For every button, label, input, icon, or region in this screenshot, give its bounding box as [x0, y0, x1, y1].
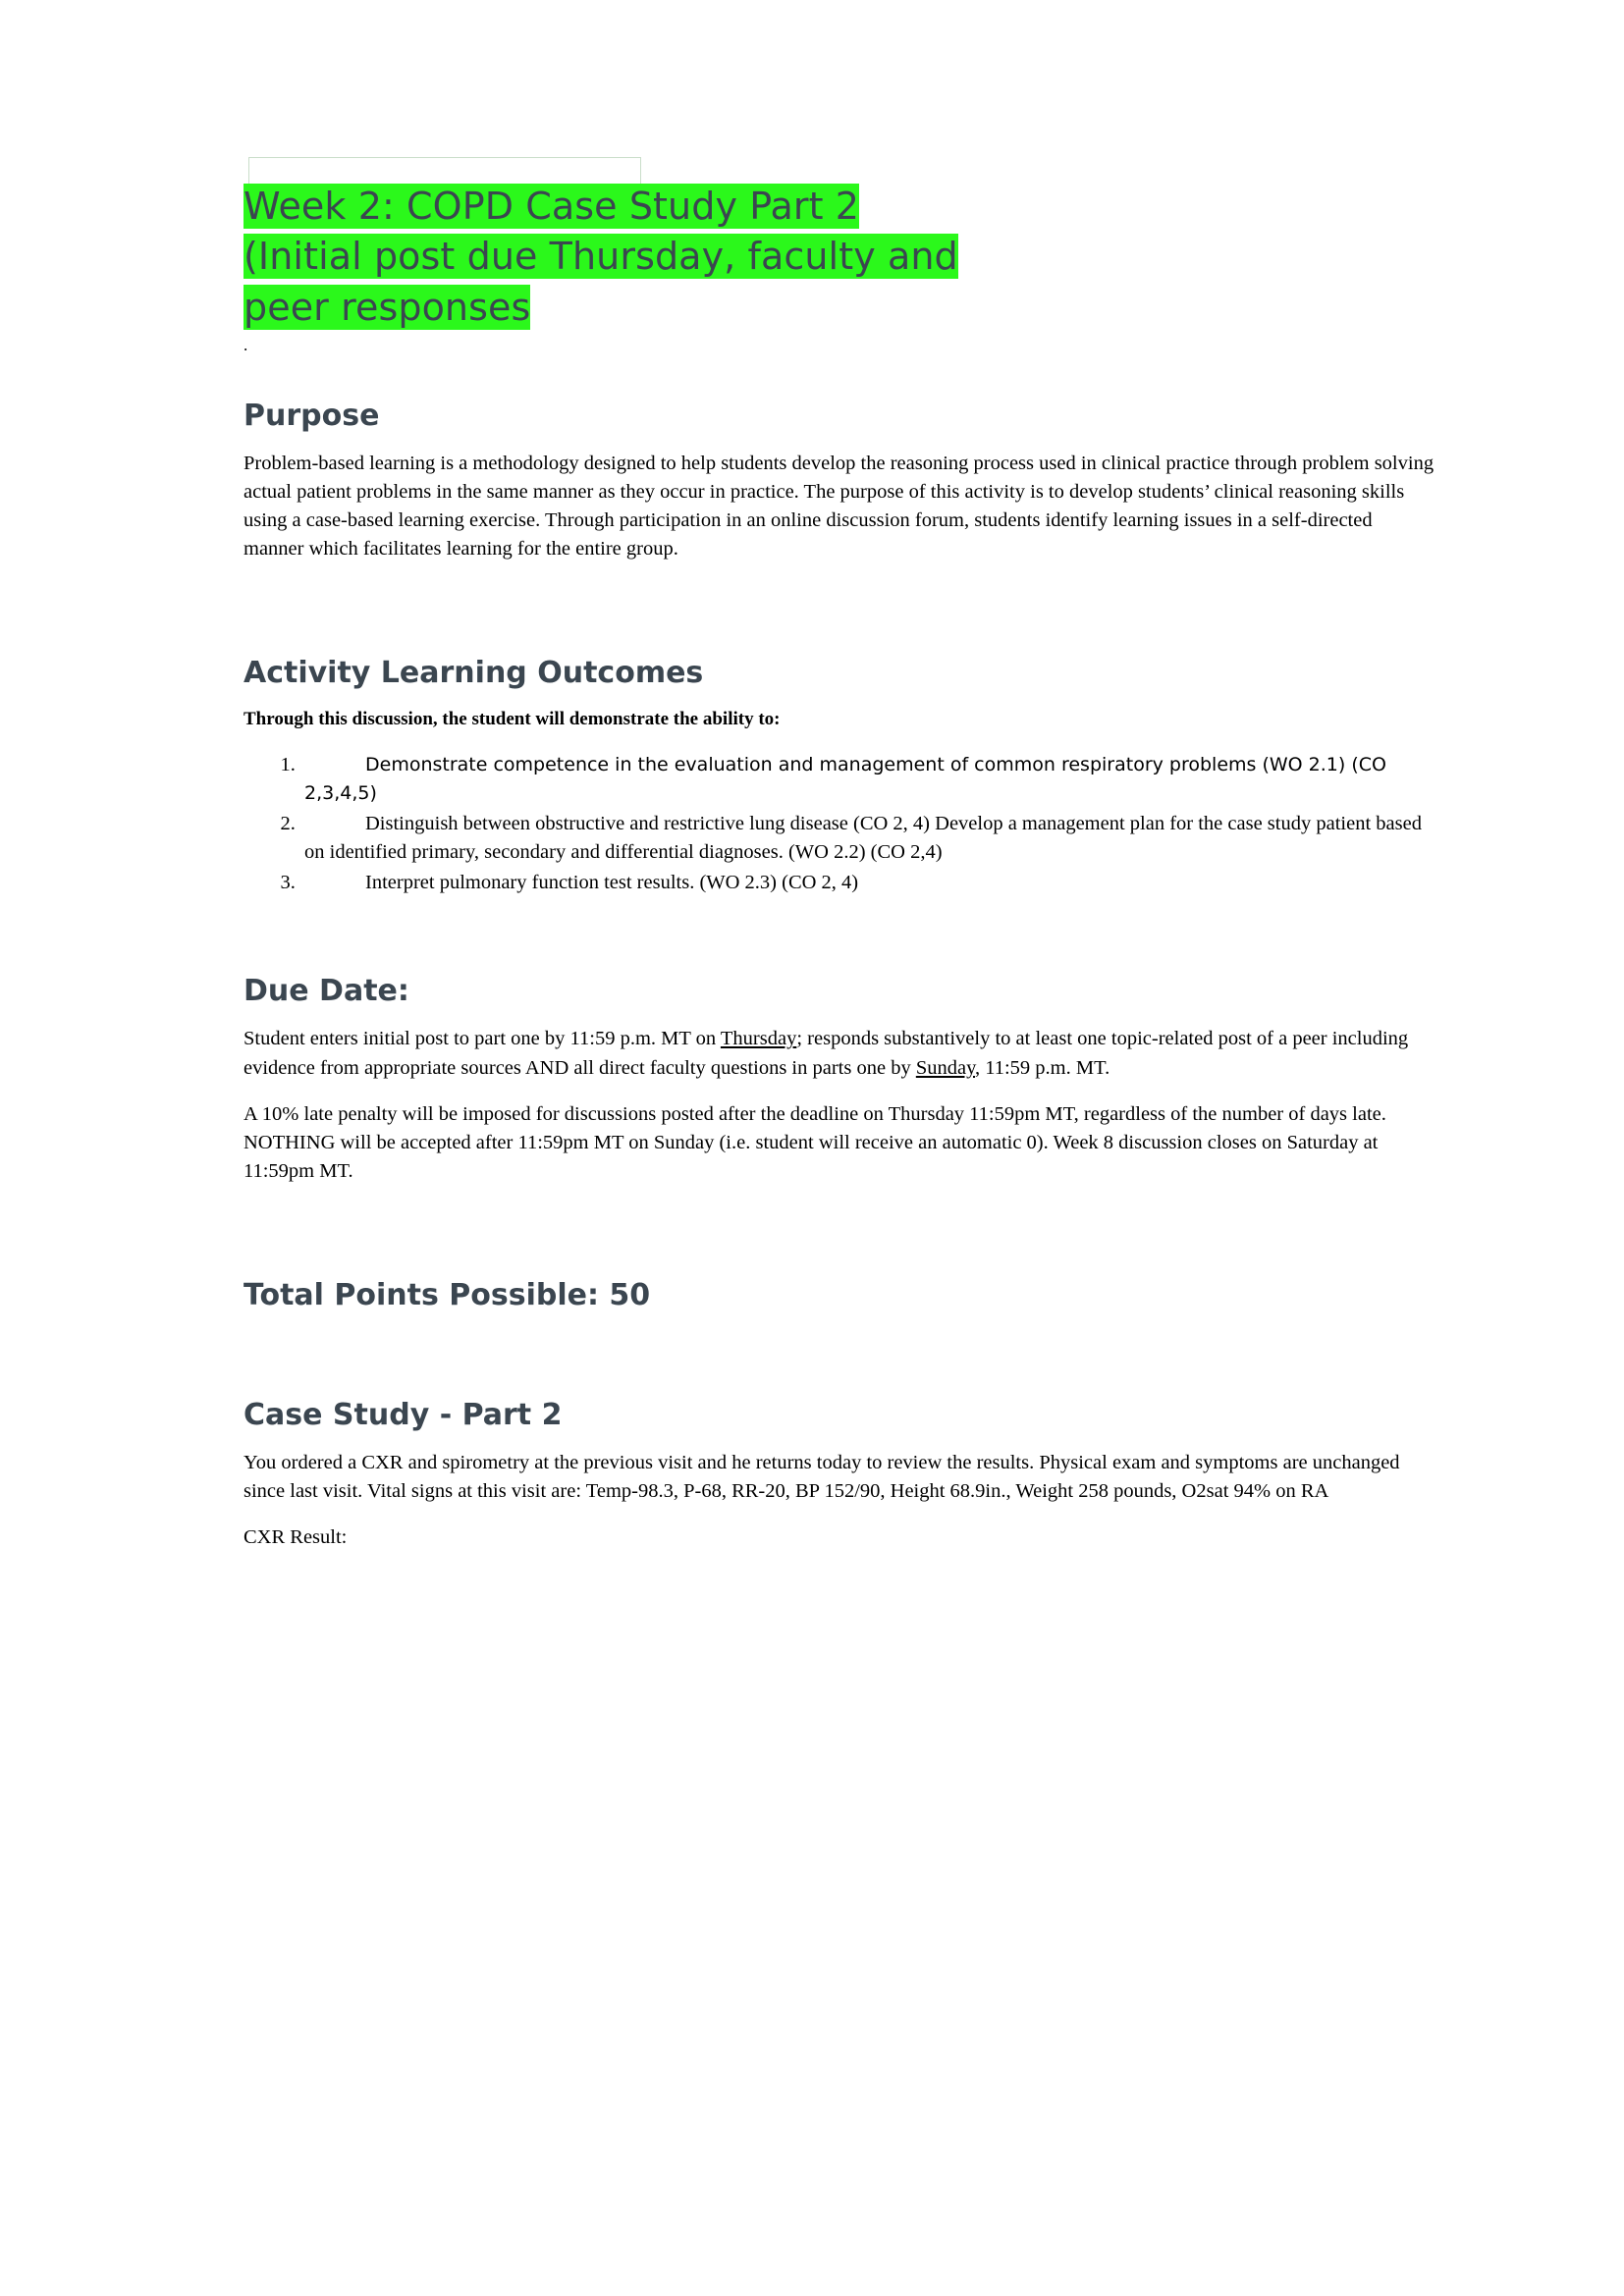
case-study-cxr-result: CXR Result:: [244, 1526, 348, 1549]
list-item: [300, 869, 1436, 897]
title-line-1: [244, 184, 859, 229]
spacer: [244, 1329, 1436, 1359]
title-trailing-period: .: [244, 335, 248, 354]
list-item: [300, 751, 1436, 808]
due-date-text-c: , 11:59 p.m. MT.: [975, 1056, 1110, 1079]
due-date-thursday: Thursday: [720, 1028, 797, 1050]
list-item: [300, 810, 1436, 867]
due-date-paragraph-1: [244, 1025, 1436, 1082]
title-line-3: [244, 285, 530, 330]
due-date-text-a: Student enters initial post to part one by 11:59 p.m. MT on: [244, 1028, 721, 1050]
due-date-sunday: Sunday: [915, 1056, 975, 1079]
heading-purpose: Purpose: [244, 398, 380, 433]
title-block: [244, 182, 1436, 353]
list-item-text: Distinguish between obstructive and restrictive lung disease (CO 2, 4) Develop a management plan for the case study patient based on identified primary, secondary and differential diagnoses. (WO 2.2) (CO 2,4): [304, 813, 1422, 864]
title-line-3-text: peer responses: [244, 285, 531, 329]
title-line-1-text: Week 2: COPD Case Study Part 2: [244, 185, 860, 228]
heading-due-date: Due Date:: [244, 974, 409, 1009]
outcomes-lead: Through this discussion, the student will demonstrate the ability to:: [244, 709, 781, 730]
heading-total-points: Total Points Possible: 50: [244, 1278, 651, 1313]
heading-activity-learning-outcomes: Activity Learning Outcomes: [244, 656, 704, 691]
spacer: [244, 899, 1436, 929]
spacer: [244, 1203, 1436, 1233]
list-item-text: Interpret pulmonary function test results. (WO 2.3) (CO 2, 4): [365, 872, 859, 894]
document-content: [244, 182, 1436, 1552]
heading-case-study: Case Study - Part 2: [244, 1398, 563, 1433]
due-date-paragraph-2: A 10% late penalty will be imposed for discussions posted after the deadline on Thursday 11:59pm MT, regardless of the number of days late. NOTHING will be accepted after 11:59pm MT on Sunday (i.e. student will receive an automatic 0). Week 8 discussion closes on Saturday at 11:59pm MT.: [244, 1102, 1386, 1182]
case-study-paragraph-1: You ordered a CXR and spirometry at the previous visit and he returns today to review the results. Physical exam and symptoms are unchanged since last visit. Vital signs at this visit are: Temp-98.3, P-68, RR-20, BP 152/90, Height 68.9in., Weight 258 pounds, O2sat 94% on RA: [244, 1452, 1400, 1503]
list-item-text: Demonstrate competence in the evaluation and management of common respiratory problems (WO 2.1) (CO 2,3,4,5): [304, 753, 1386, 805]
title-line-2: [244, 234, 958, 279]
due-date-text-b: ; responds substantively to at least one topic-related post of a peer including evidence from appropriate sources AND all direct faculty questions in parts one by: [244, 1028, 1409, 1079]
title-line-2-text: (Initial post due Thursday, faculty and: [244, 235, 958, 279]
purpose-paragraph: Problem-based learning is a methodology designed to help students develop the reasoning process used in clinical practice through problem solving actual patient problems in the same manner as they occur in practice. The purpose of this activity is to develop students’ clinical reasoning skills using a case-based learning exercise. Through participation in an online discussion forum, students identify learning issues in a self-directed manner which facilitates learning for the entire group.: [244, 452, 1435, 561]
page-title: [244, 182, 1436, 333]
outcomes-list: [244, 751, 1436, 898]
spacer: [244, 581, 1436, 611]
